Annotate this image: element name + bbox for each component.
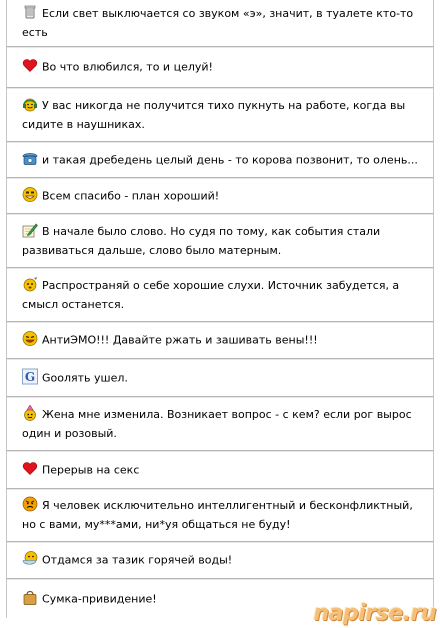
bathing-smiley-icon — [22, 551, 38, 567]
grinning-smiley-icon — [22, 186, 38, 202]
list-item[interactable] — [6, 178, 434, 214]
list-item-text — [22, 4, 427, 42]
list-item[interactable] — [6, 47, 434, 88]
item-label: АнтиЭМО!!! Давайте ржать и зашивать вены!!! — [42, 333, 318, 347]
item-label: Во что влюбился, то и целуй! — [42, 60, 213, 74]
heart-icon — [22, 460, 38, 476]
item-label: Отдамся за тазик горячей воды! — [42, 553, 233, 567]
phone-icon — [22, 150, 38, 166]
item-label: Перерыв на секс — [42, 463, 140, 476]
list-item[interactable] — [6, 542, 434, 579]
gossip-smiley-icon — [22, 276, 38, 292]
list-item[interactable] — [6, 489, 434, 542]
list-item-text — [22, 186, 427, 205]
list-item[interactable] — [6, 359, 434, 397]
list-item[interactable] — [6, 397, 434, 451]
item-label: Жена мне изменила. Возникает вопрос - с кем? если рог вырос один и розовый. — [22, 407, 412, 440]
item-label: Сумка-привидение! — [42, 592, 157, 605]
notepad-pencil-icon — [22, 222, 38, 238]
item-label: Я человек исключительно интеллигентный и бесконфликтный, но с вами, му***ами, ни*уя общаться не буду! — [22, 499, 413, 531]
list-item[interactable] — [6, 214, 434, 268]
list-item-text — [22, 551, 427, 570]
list-item-text — [22, 96, 427, 134]
list-item-text — [22, 331, 427, 350]
bag-icon — [22, 589, 38, 605]
list-item-text — [22, 276, 427, 314]
item-label: Goолять ушел. — [42, 371, 128, 384]
angry-smiley-icon — [22, 496, 38, 512]
list-item-text — [22, 460, 427, 479]
item-label: Распространяй о себе хорошие слухи. Источник забудется, а смысл останется. — [22, 278, 400, 311]
item-label: У вас никогда не получится тихо пукнуть на работе, когда вы сидите в наушниках. — [22, 98, 406, 131]
watermark: napirse.ru — [313, 601, 436, 626]
heart-icon — [22, 58, 38, 74]
list-item[interactable] — [6, 451, 434, 489]
list-item[interactable] — [6, 322, 434, 359]
list-item[interactable] — [6, 0, 434, 47]
list-item[interactable] — [6, 88, 434, 142]
list-item-text — [22, 405, 427, 443]
item-label: Всем спасибо - план хороший! — [42, 189, 220, 202]
google-g-icon — [22, 368, 38, 384]
headphones-smiley-icon — [22, 96, 38, 112]
list-item-text — [22, 368, 427, 387]
item-label: Если свет выключается со звуком «э», значит, в туалете кто-то есть — [22, 7, 414, 39]
list-item-text — [22, 496, 427, 534]
list-item-text — [22, 150, 427, 169]
trash-can-icon — [22, 4, 38, 20]
item-label: В начале было слово. Но судя по тому, как события стали развиваться дальше, слово было матерным. — [22, 224, 381, 257]
list-item[interactable] — [6, 142, 434, 178]
list-item[interactable] — [6, 268, 434, 322]
party-smiley-icon — [22, 405, 38, 421]
item-label: и такая дребедень целый день - то корова позвонит, то олень... — [42, 153, 418, 166]
laughing-smiley-icon — [22, 331, 38, 347]
list-item-text — [22, 222, 427, 260]
list-item-text — [22, 58, 427, 77]
svg-text:G: G — [24, 369, 36, 384]
